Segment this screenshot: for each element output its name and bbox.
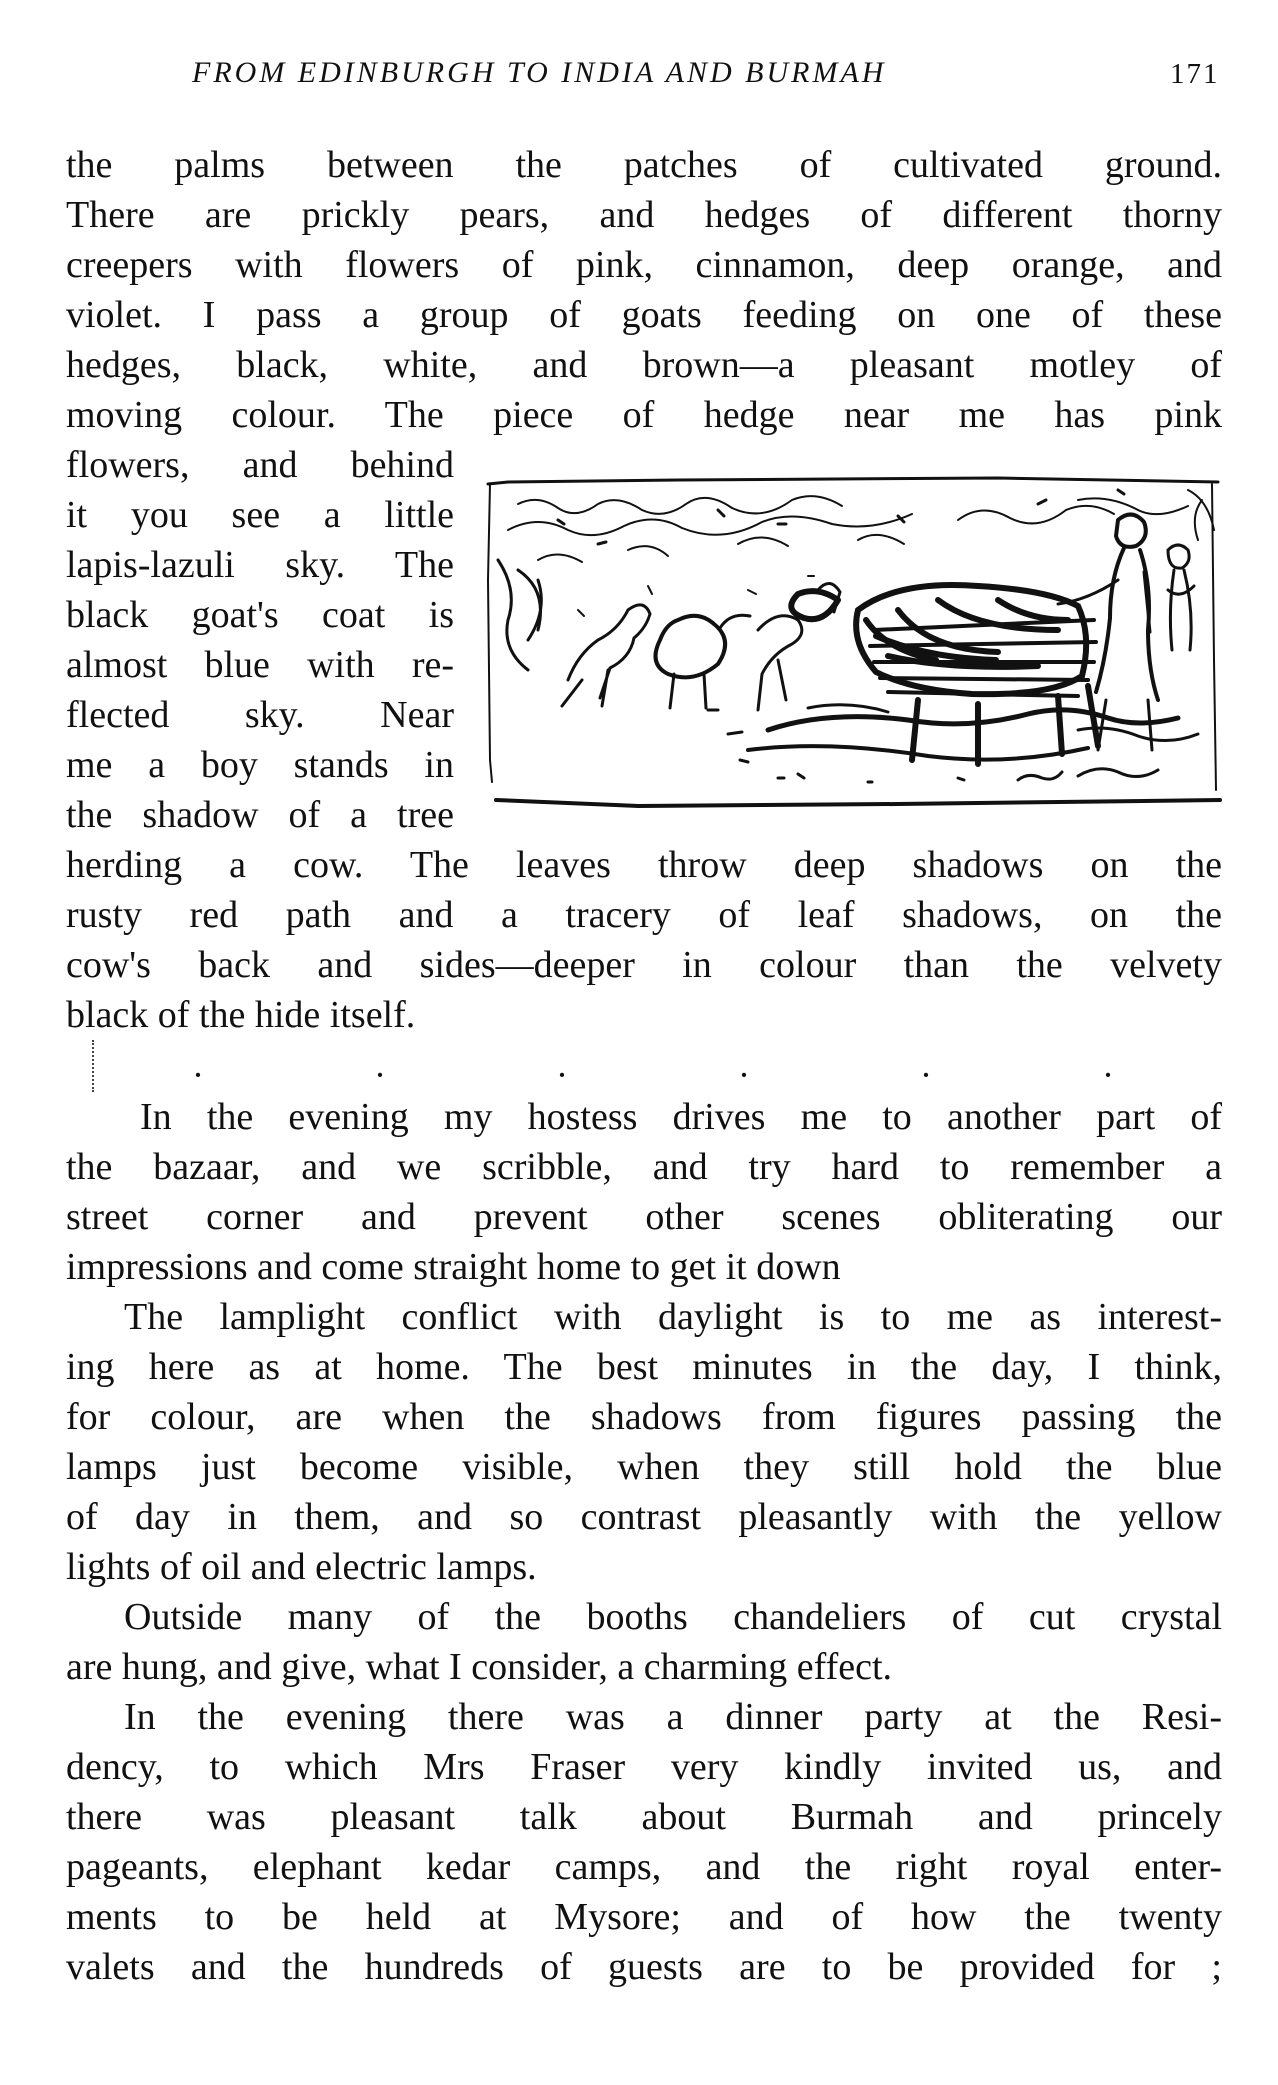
text-line: herding a cow. The leaves throw deep shadows on the <box>66 844 1222 886</box>
text-line: the shadow of a tree <box>66 794 454 836</box>
text-line: black of the hide itself. <box>66 994 416 1036</box>
text-line: pageants, elephant kedar camps, and the right royal enter- <box>66 1846 1222 1888</box>
text-line: dency, to which Mrs Fraser very kindly invited us, and <box>66 1746 1222 1788</box>
text-line: lamps just become visible, when they still hold the blue <box>66 1446 1222 1488</box>
text-line: for colour, are when the shadows from figures passing the <box>66 1396 1222 1438</box>
text-line: In the evening my hostess drives me to another part of <box>140 1096 1222 1138</box>
text-line: rusty red path and a tracery of leaf shadows, on the <box>66 894 1222 936</box>
text-line: the bazaar, and we scribble, and try hard to remember a <box>66 1146 1222 1188</box>
text-line: cow's back and sides—deeper in colour than the velvety <box>66 944 1222 986</box>
break-dot: · <box>920 1055 932 1095</box>
break-dot: · <box>556 1055 568 1095</box>
text-line: flected sky. Near <box>66 694 454 736</box>
text-line: are hung, and give, what I consider, a charming effect. <box>66 1646 893 1688</box>
text-line: Outside many of the booths chandeliers of cut crystal <box>124 1596 1222 1638</box>
page-number: 171 <box>1170 58 1220 90</box>
running-header <box>0 56 1278 96</box>
text-line: me a boy stands in <box>66 744 454 786</box>
text-line: violet. I pass a group of goats feeding on one of these <box>66 294 1222 336</box>
text-line: of day in them, and so contrast pleasantly with the yellow <box>66 1496 1222 1538</box>
break-dot: · <box>1102 1055 1114 1095</box>
text-line: it you see a little <box>66 494 454 536</box>
text-line: street corner and prevent other scenes obliterating our <box>66 1196 1222 1238</box>
text-line: ing here as at home. The best minutes in the day, I think, <box>66 1346 1222 1388</box>
text-line: The lamplight conflict with daylight is to me as interest- <box>124 1296 1222 1338</box>
text-line: almost blue with re- <box>66 644 454 686</box>
sketch-drawing <box>478 460 1222 822</box>
text-line: moving colour. The piece of hedge near me has pink <box>66 394 1222 436</box>
text-line: flowers, and behind <box>66 444 454 486</box>
text-line: black goat's coat is <box>66 594 454 636</box>
text-line: lapis-lazuli sky. The <box>66 544 454 586</box>
break-dot: · <box>738 1055 750 1095</box>
text-line: ments to be held at Mysore; and of how the twenty <box>66 1896 1222 1938</box>
text-line: There are prickly pears, and hedges of different thorny <box>66 194 1222 236</box>
text-line: creepers with flowers of pink, cinnamon, deep orange, and <box>66 244 1222 286</box>
running-title: FROM EDINBURGH TO INDIA AND BURMAH <box>192 56 887 89</box>
text-line: lights of oil and electric lamps. <box>66 1546 537 1588</box>
section-break <box>66 1040 1222 1100</box>
sketch-illustration <box>478 460 1222 822</box>
text-line: valets and the hundreds of guests are to be provided for ; <box>66 1946 1222 1988</box>
text-line: In the evening there was a dinner party at the Resi- <box>124 1696 1222 1738</box>
margin-mark <box>92 1040 96 1092</box>
break-dot: · <box>374 1055 386 1095</box>
text-line: the palms between the patches of cultivated ground. <box>66 144 1222 186</box>
text-line: impressions and come straight home to get it down <box>66 1246 841 1288</box>
text-line: hedges, black, white, and brown—a pleasant motley of <box>66 344 1222 386</box>
break-dot: · <box>192 1055 204 1095</box>
text-line: there was pleasant talk about Burmah and princely <box>66 1796 1222 1838</box>
